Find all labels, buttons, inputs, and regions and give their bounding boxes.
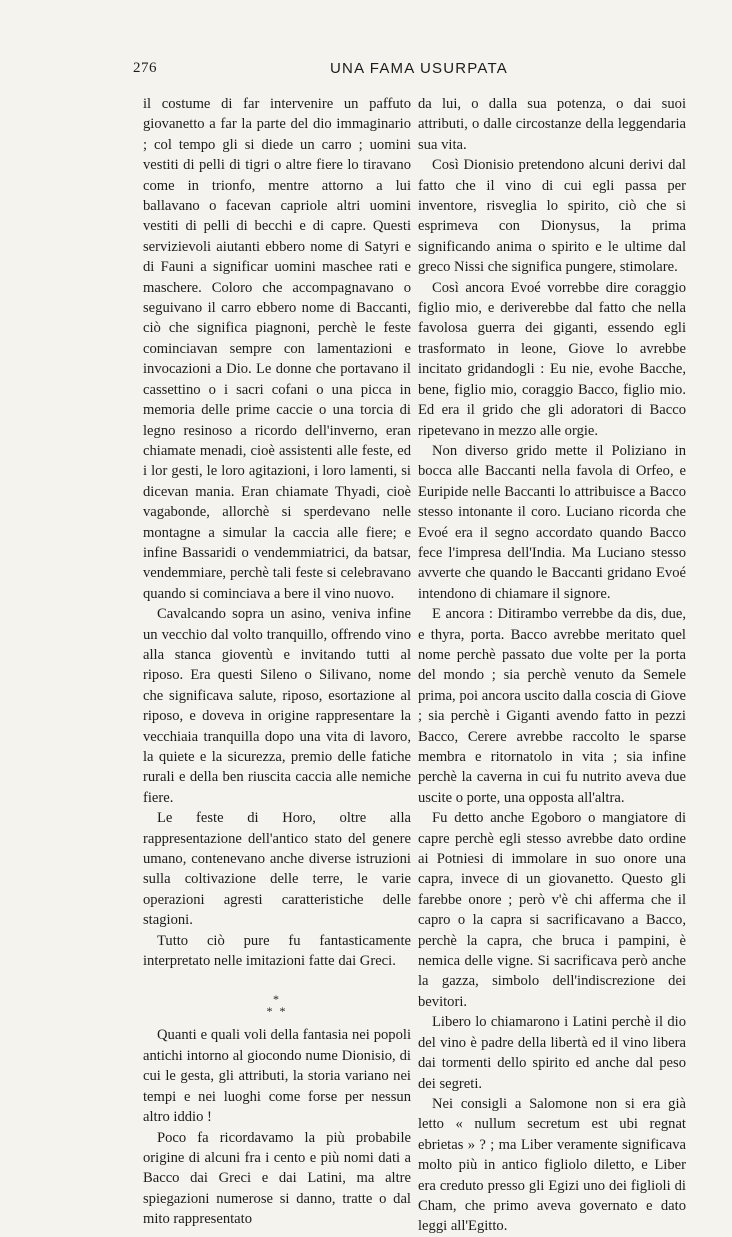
left-paragraph-5: Quanti e quali voli della fantasia nei popoli antichi intorno al giocondo nume Dionisio, di cui le gesta, gli attributi, la storia variano nei tempi e nei luoghi come forse per nessun altro iddio ! bbox=[143, 1027, 411, 1126]
running-title: UNA FAMA USURPATA bbox=[330, 60, 508, 77]
right-paragraph-4: Non diverso grido mette il Poliziano in bocca alle Baccanti nella favola di Orfeo, e Euripide nelle Baccanti lo attribuisce a Bacco stesso intonante il coro. Luciano ricorda che Evoé era il segno accordato quando Bacco fece l'impresa dell'India. Ma Luciano stesso avverte che quando le Baccanti gridano Evoé intendono di chiamare il signore. bbox=[418, 442, 686, 602]
section-separator bbox=[143, 993, 411, 1017]
separator-stars-bottom: * * bbox=[266, 1004, 288, 1019]
right-paragraph-2: Così Dionisio pretendono alcuni derivi dal fatto che il vino di cui egli passa per inventore, risveglia lo spirito, ciò che si esprimeva con Dionysus, la prima significando anima o spirito e le ultime dal greco Nissi che significa pungere, stimolare. bbox=[418, 157, 686, 276]
right-column bbox=[418, 94, 686, 1237]
left-paragraph-2: Cavalcando sopra un asino, veniva infine un vecchio dal volto tranquillo, offrendo vino alla stanca gioventù e invitando tutti al riposo. Era questi Sileno o Silivano, nome che significava salute, riposo, esortazione al riposo, e doveva in origine rappresentare la vecchiaia tranquilla dopo una vita di lavoro, la quiete e la sicurezza, premio delle fatiche rurali e della ben riuscita caccia alle nemiche fiere. bbox=[143, 606, 411, 806]
page-number: 276 bbox=[133, 60, 157, 76]
left-paragraph-6: Poco fa ricordavamo la più probabile origine di alcuni fra i cento e più nomi dati a Bacco dai Greci e dai Latini, ma altre spiegazioni numerose si danno, tratte o dal mito rappresentato bbox=[143, 1129, 411, 1228]
page-header bbox=[0, 60, 732, 80]
right-paragraph-8: Nei consigli a Salomone non si era già letto « nullum secretum est ubi regnat ebrietas » ? ; ma Liber veramente significava molto più in antico figliolo diletto, e Liber era creduto presso gli Egizi uno dei figlioli di Cham, che primo aveva governato e dato leggi all'Egitto. bbox=[418, 1095, 686, 1235]
right-paragraph-3: Così ancora Evoé vorrebbe dire coraggio figlio mio, e deriverebbe dal fatto che nella favolosa guerra dei giganti, essendo egli trasformato in leone, Giove lo avrebbe incitato gridandogli : Eu nie, evohe Bacche, bene, figlio mio, coraggio Bacco, figlio mio. Ed era il grido che gli adoratori di Bacco ripetevano in mezzo alle orgie. bbox=[418, 279, 686, 439]
left-column bbox=[143, 94, 411, 1230]
separator-star-top: * bbox=[273, 992, 281, 1007]
right-paragraph-7: Libero lo chiamarono i Latini perchè il dio del vino è padre della libertà ed il vino libera dai tormenti dello spirito ed anche dal peso dei segreti. bbox=[418, 1014, 686, 1092]
left-paragraph-4: Tutto ciò pure fu fantasticamente interpretato nelle imitazioni fatte dai Greci. bbox=[143, 932, 411, 970]
right-paragraph-1: da lui, o dalla sua potenza, o dai suoi attributi, o dalle circostanze della leggendaria sua vita. bbox=[418, 96, 686, 153]
right-paragraph-6: Fu detto anche Egoboro o mangiatore di capre perchè egli stesso avrebbe dato ordine ai Potniesi di immolare in suo onore una capra, invece di un giovanetto. Questo gli farebbe onore ; però v'è chi afferma che il capro o la capra si sacrificavano a Bacco, perchè la capra, che bruca i pampini, è nemica delle vigne. Si sacrificava però anche la gazza, simbolo dell'indiscrezione dei bevitori. bbox=[418, 810, 686, 1010]
left-paragraph-1: il costume di far intervenire un paffuto giovanetto a far la parte del dio immaginario ; col tempo gli si diede un carro ; uomini vestiti di pelli di tigri o altre fiere lo tiravano come in trionfo, mentre attorno a lui ballavano o facevan capriole altri uomini vestiti di pelli di becchi e di capre. Questi servizievoli aiutanti ebbero nome di Satyri e di Fauni a significar uomini maschee rati e maschere. Coloro che accompagnavano o seguivano il carro ebbero nome di Baccanti, ciò che significa piagnoni, perchè le feste cominciavan sempre con lamentazioni e invocazioni a Dio. Le donne che portavano il cassettino o i sacri cofani o una picca in memoria delle prime caccie o una torcia di legno resinoso a ricordo dell'inverno, eran chiamate menadi, cioè assistenti alle feste, ed i lor gesti, le loro agitazioni, i loro lamenti, si dicevan mania. Eran chiamate Thyadi, cioè vagabonde, allorchè si sperdevano nelle montagne a simular la caccia alle fiere; e infine Bassaridi o vendemmiatrici, da batsar, vendemmiare, perchè tali feste si celebravano quando si cominciava a bere il vino nuovo. bbox=[143, 96, 411, 602]
left-paragraph-3: Le feste di Horo, oltre alla rappresentazione dell'antico stato del genere umano, contenevano anche diverse istruzioni sulla coltivazione delle terre, le varie operazioni agresti caratteristiche delle stagioni. bbox=[143, 810, 411, 929]
right-paragraph-5: E ancora : Ditirambo verrebbe da dis, due, e thyra, porta. Bacco avrebbe meritato quel nome perchè passato due volte per la porta del mondo ; sia perchè venuto da Semele prima, poi ancora uscito dalla coscia di Giove ; sia perchè i Giganti avendo fatto in pezzi Bacco, Cerere avrebbe raccolto le sparse membra e ritornatolo in vita ; sia infine perchè la caverna in cui fu nutrito aveva due uscite o porte, una opposta all'altra. bbox=[418, 606, 686, 806]
